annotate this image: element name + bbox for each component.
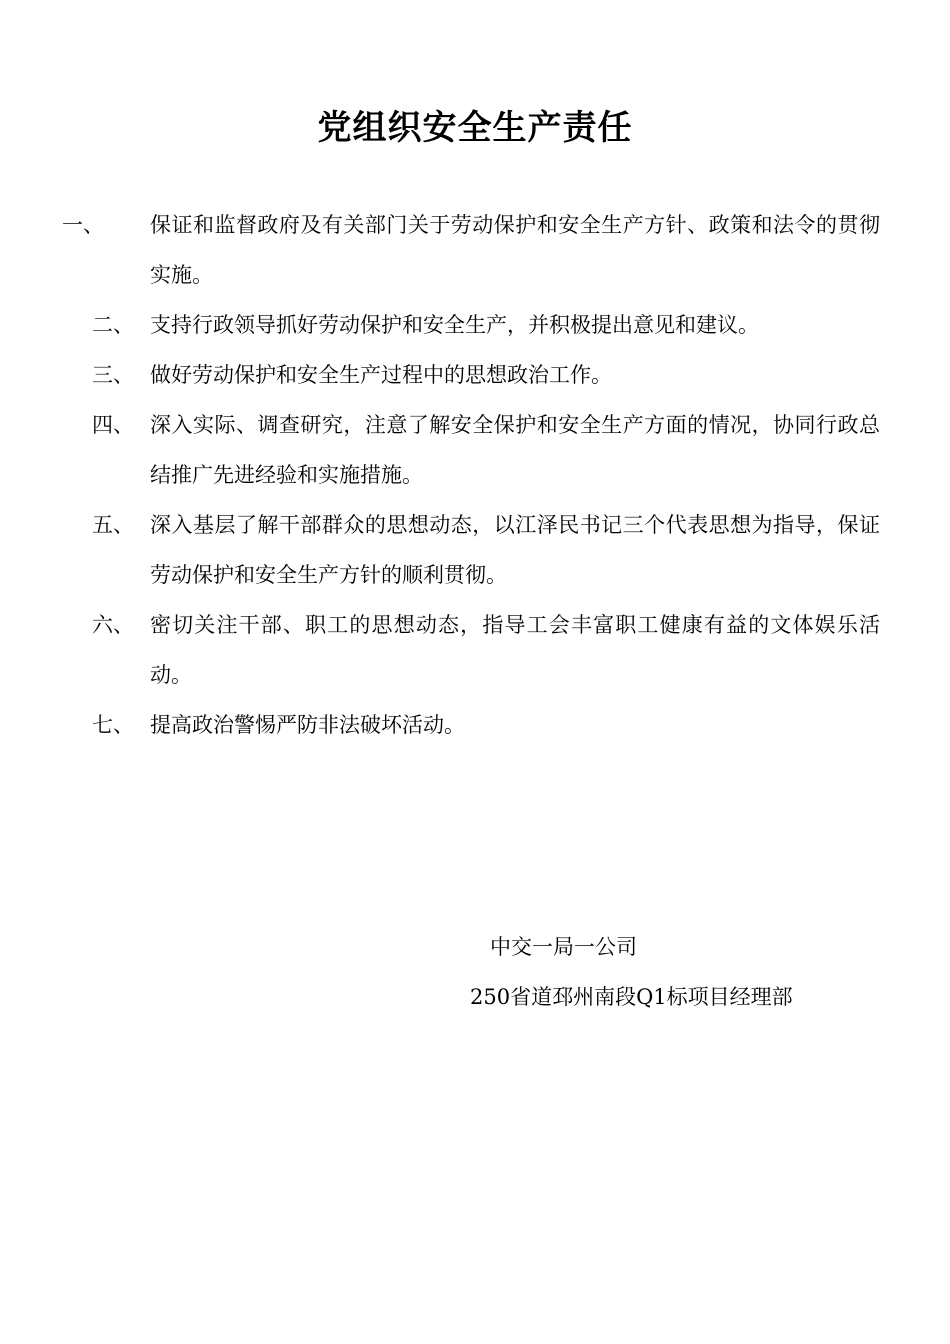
signature-department: 250省道邳州南段Q1标项目经理部 — [470, 985, 793, 1009]
item-text: 保证和监督政府及有关部门关于劳动保护和安全生产方针、政策和法令的贯彻实施。 — [150, 213, 880, 287]
list-item — [0, 350, 950, 400]
item-text: 支持行政领导抓好劳动保护和安全生产，并积极提出意见和建议。 — [150, 313, 759, 337]
item-number: 二、 — [92, 313, 134, 337]
item-text: 密切关注干部、职工的思想动态，指导工会丰富职工健康有益的文体娱乐活动。 — [150, 613, 880, 687]
list-item — [0, 400, 950, 500]
item-number: 四、 — [92, 413, 134, 437]
item-number: 一、 — [62, 213, 104, 237]
item-number: 七、 — [92, 713, 134, 737]
responsibility-list — [0, 200, 950, 750]
list-item — [0, 700, 950, 750]
item-text: 做好劳动保护和安全生产过程中的思想政治工作。 — [150, 363, 612, 387]
signature-company: 中交一局一公司 — [490, 935, 637, 959]
item-number: 三、 — [92, 363, 134, 387]
list-item — [0, 200, 950, 300]
list-item — [0, 600, 950, 700]
item-text: 深入基层了解干部群众的思想动态，以江泽民书记三个代表思想为指导，保证劳动保护和安全生产方针的顺利贯彻。 — [150, 513, 880, 587]
list-item — [0, 300, 950, 350]
item-text: 深入实际、调查研究，注意了解安全保护和安全生产方面的情况，协同行政总结推广先进经验和实施措施。 — [150, 413, 880, 487]
item-text: 提高政治警惕严防非法破坏活动。 — [150, 713, 465, 737]
list-item — [0, 500, 950, 600]
item-number: 六、 — [92, 613, 134, 637]
document-title: 党组织安全生产责任 — [317, 108, 633, 148]
item-number: 五、 — [92, 513, 134, 537]
